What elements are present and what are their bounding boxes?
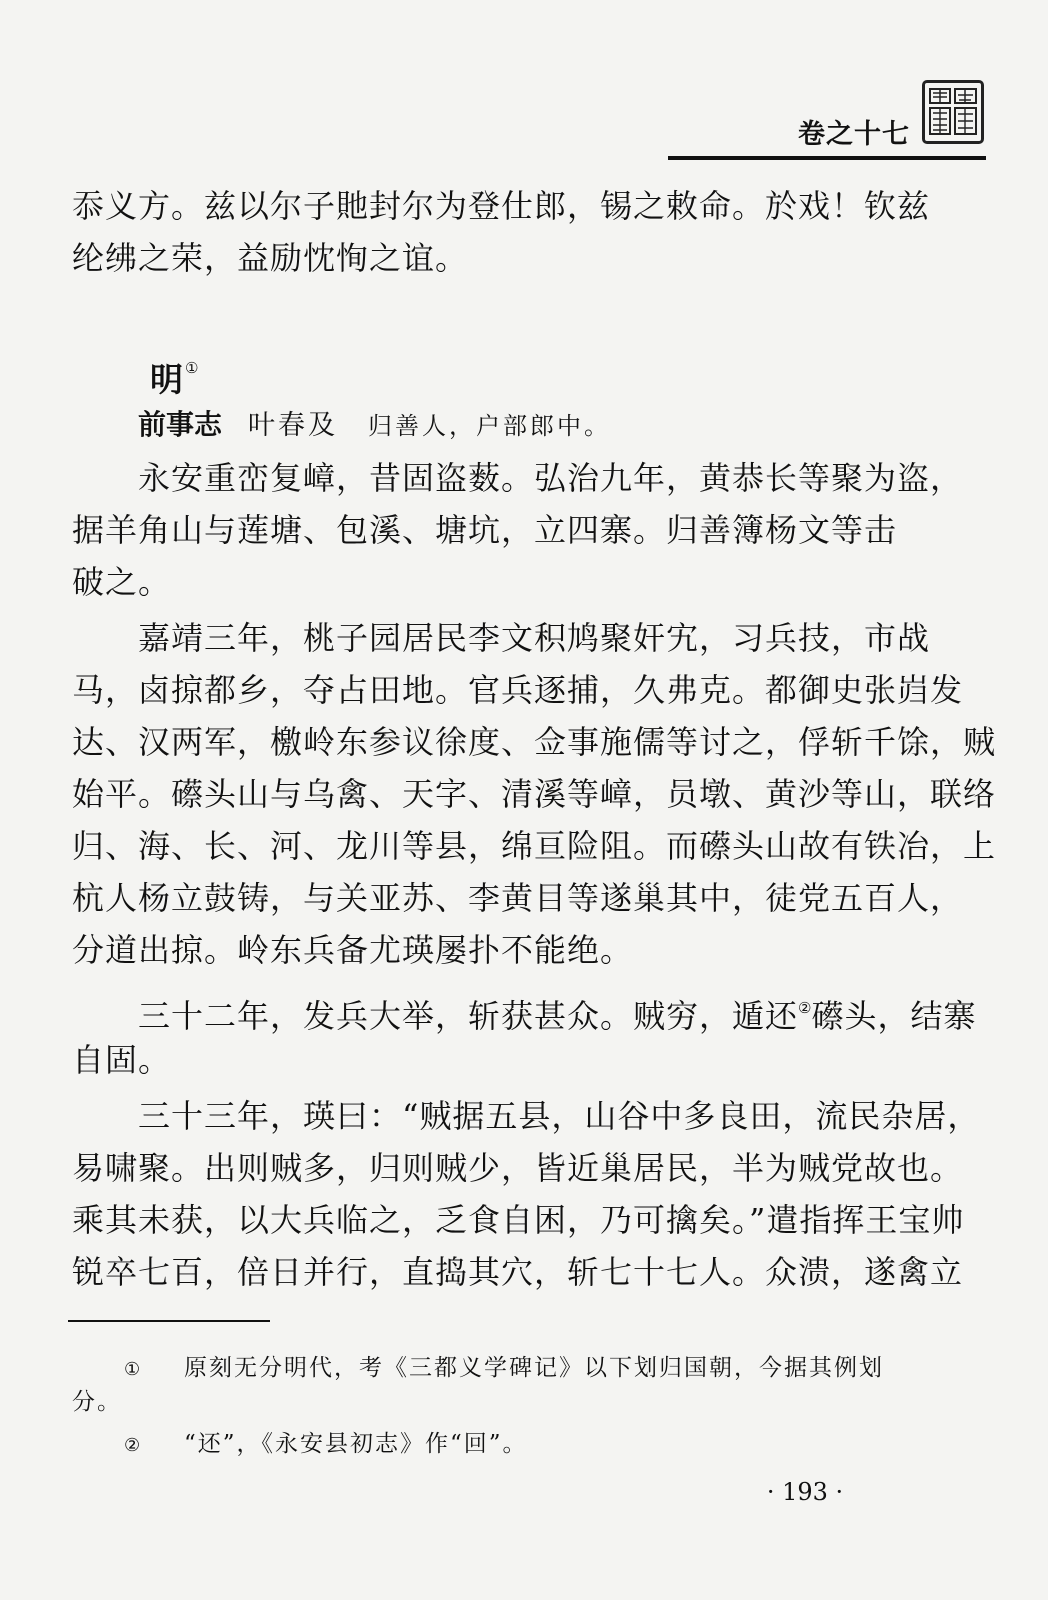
text-line: 易啸聚。出则贼多，归则贼少，皆近巢居民，半为贼党故也。 (72, 1149, 964, 1187)
text-line: 达、汉两军，檄岭东参议徐度、佥事施儒等讨之，俘斩千馀，贼 (72, 723, 997, 761)
footnote-continuation: 分。 (72, 1389, 122, 1415)
footnote-mark: ① (124, 1359, 141, 1380)
text-line: 杭人杨立鼓铸，与关亚苏、李黄目等遂巢其中，徒党五百人， (72, 879, 964, 917)
text-line: 自固。 (72, 1041, 172, 1079)
footnote-text: 原刻无分明代，考《三都义学碑记》以下划归国朝，今据其例划 (184, 1355, 884, 1381)
text-line: 分道出掠。岭东兵备尤瑛屡扑不能绝。 (72, 931, 634, 969)
footnote-ref: ① (185, 359, 199, 377)
section-heading (150, 348, 198, 400)
header-rule (668, 156, 986, 160)
chapter-title: 卷之十七 (798, 119, 910, 150)
text-segment: 礤头，结寨 (811, 997, 977, 1035)
author-note: 归善人，户部郎中。 (368, 412, 612, 440)
text-line: 据羊角山与莲塘、包溪、塘坑，立四寨。归善簿杨文等击 (72, 511, 898, 549)
footnote (72, 1428, 902, 1462)
text-segment: 三十二年，发兵大举，斩获甚众。贼穷，遁还 (138, 997, 799, 1035)
footnote-mark: ② (124, 1435, 141, 1456)
text-line: 锐卒七百，倍日并行，直捣其穴，斩七十七人。众溃，遂禽立 (72, 1253, 964, 1291)
author-name: 叶春及 (248, 410, 339, 441)
text-line: 始平。礤头山与乌禽、天字、清溪等嶂，员墩、黄沙等山，联络 (72, 775, 997, 813)
text-line: 永安重峦复嶂，昔固盗薮。弘治九年，黄恭长等聚为盗， (138, 459, 964, 497)
text-line: 破之。 (72, 563, 172, 601)
text-line: 归、海、长、河、龙川等县，绵亘险阻。而礤头山故有铁冶，上 (72, 827, 997, 865)
footnote (72, 1352, 902, 1386)
text-line: 嘉靖三年，桃子园居民李文积鸠聚奸宄，习兵技，市战 (138, 619, 931, 657)
page-number: · 193 · (766, 1478, 844, 1506)
text-line: 乘其未获，以大兵临之，乏食自困，乃可擒矣。”遣指挥王宝帅 (72, 1201, 965, 1239)
footnote-ref: ② (798, 999, 812, 1017)
footnote-rule (68, 1320, 270, 1322)
footnote-text: “还”，《永安县初志》作“回”。 (184, 1431, 528, 1457)
subsection-title: 前事志 (138, 408, 223, 441)
text-line: 马，卤掠都乡，夺占田地。官兵逐捕，久弗克。都御史张岿发 (72, 671, 964, 709)
text-line: 三十三年，瑛曰：“贼据五县，山谷中多良田，流民杂居， (138, 1097, 981, 1135)
subsection-line (138, 405, 611, 449)
text-line: 纶绋之荣，益励忱恂之谊。 (72, 239, 469, 277)
text-line (138, 988, 977, 1036)
section-title: 明 (150, 360, 183, 399)
text-line: 忝义方。兹以尔子貤封尔为登仕郎，锡之敕命。於戏！钦兹 (72, 187, 931, 225)
seal-logo-icon (922, 80, 984, 144)
